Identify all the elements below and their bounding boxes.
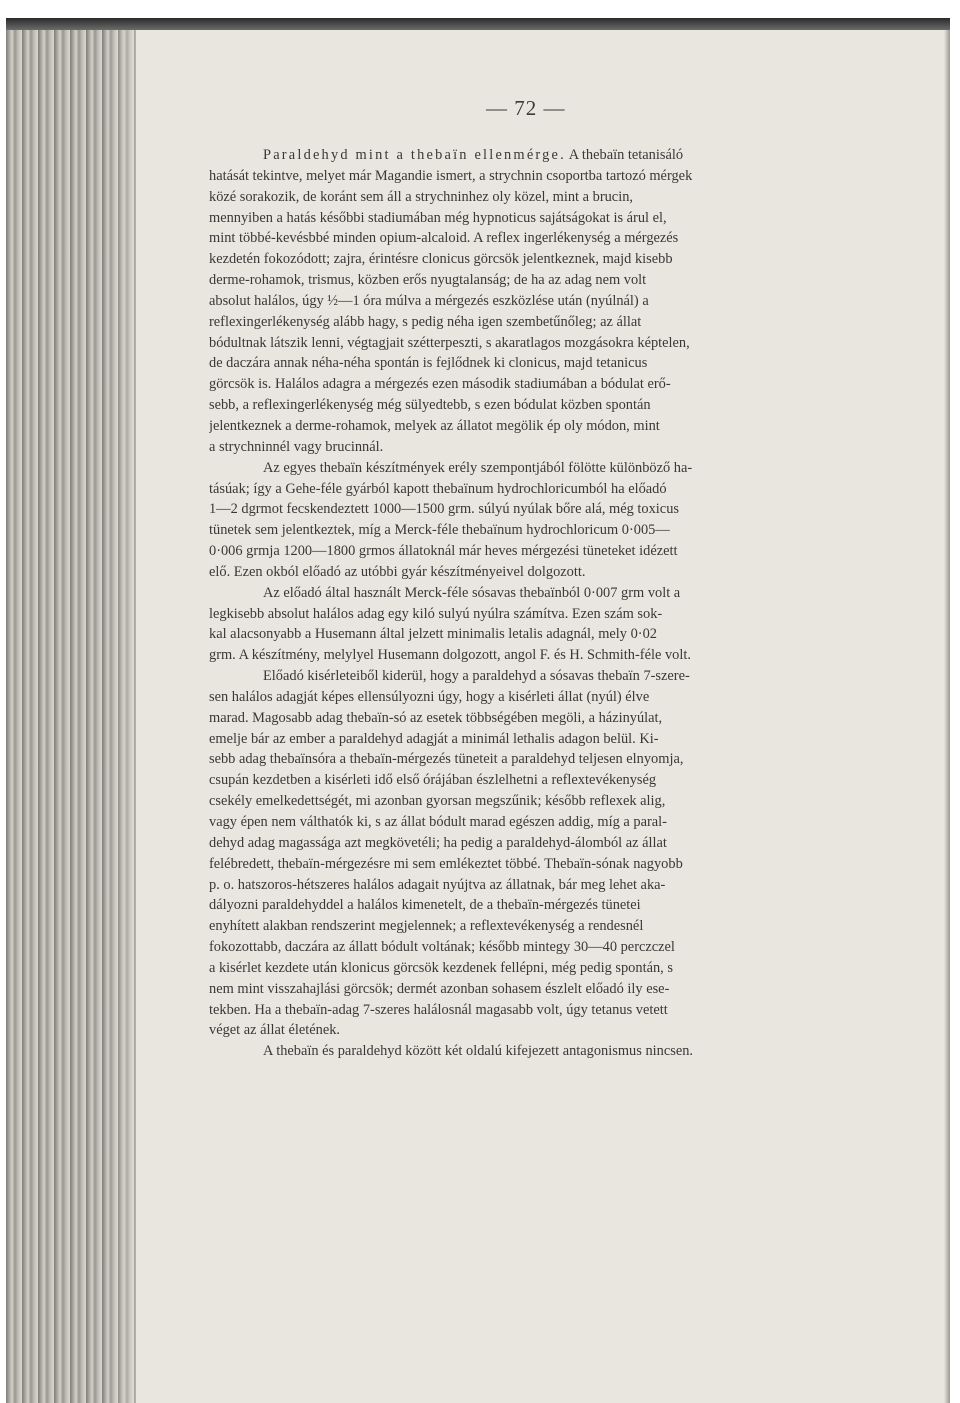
text-line: Az előadó által használt Merck-féle sósavas thebaïnból 0·007 grm volt a — [263, 584, 681, 601]
text-line: 1—2 dgrmot fecskendeztett 1000—1500 grm. súlyú nyúlak bőre alá, még toxicus — [209, 501, 679, 518]
text-line: görcsök is. Halálos adagra a mérgezés ezen második stadiumában a bódulat erő- — [209, 376, 671, 393]
text-line-rest: A thebaïn tetanisáló — [565, 147, 684, 163]
text-line: grm. A készítmény, melylyel Husemann dolgozott, angol F. és H. Schmith-féle volt. — [209, 647, 691, 664]
text-line: kezdetén fokozódott; zajra, érintésre clonicus görcsök jelentkeznek, majd kisebb — [209, 251, 673, 268]
text-line: dehyd adag magassága azt megkövetéli; ha pedig a paraldehyd-álomból az állat — [209, 834, 667, 851]
text-line: hatását tekintve, melyet már Magandie ismert, a strychnin csoportba tartozó mérgek — [209, 167, 693, 184]
text-line: véget az állat életének. — [209, 1022, 341, 1039]
text-line: dályozni paraldehyddel a halálos kimenetelt, de a thebaïn-mérgezés tünetei — [209, 897, 641, 914]
text-line: bódultnak látszik lenni, végtagjait szétterpeszti, s akaratlagos mozgásokra képtelen, — [209, 334, 690, 351]
text-line: marad. Magosabb adag thebaïn-só az esetek többségében megöli, a házinyúlat, — [209, 709, 663, 726]
text-line: absolut halálos, úgy ½—1 óra múlva a mérgezés eszközlése után (nyúlnál) a — [209, 292, 649, 309]
page-right-edge — [944, 30, 950, 1403]
text-line: tekben. Ha a thebaïn-adag 7-szeres halálosnál magasabb volt, úgy tetanus vetett — [209, 1001, 668, 1018]
text-line: sen halálos adagját képes ellensúlyozni úgy, hogy a kisérleti állat (nyúl) élve — [209, 688, 650, 705]
text-line: kal alacsonyabb a Husemann által jelzett minimalis letalis adagnál, mely 0·02 — [209, 626, 657, 643]
text-line: fokozottabb, daczára az állatt bódult voltának; később mintegy 30—40 perczczel — [209, 939, 675, 956]
text-line: Az egyes thebaïn készítmények erély szempontjából fölötte különböző ha- — [263, 459, 693, 476]
body-text — [209, 145, 870, 1062]
text-line: sebb, a reflexingerlékenység még sülyedtebb, s ezen bódulat közben spontán — [209, 397, 651, 414]
text-line: mennyiben a hatás későbbi stadiumában még hypnoticus sajátságokat is árul el, — [209, 209, 667, 226]
scan-top-shadow — [6, 18, 950, 30]
text-line: elő. Ezen okból előadó az utóbbi gyár készítményeivel dolgozott. — [209, 563, 586, 580]
text-line: derme-rohamok, trismus, közben erős nyugtalanság; de ha az adag nem volt — [209, 272, 647, 289]
text-line: tásúak; így a Gehe-féle gyárból kapott thebaïnum hydrochloricumból ha előadó — [209, 480, 667, 497]
text-line: 0·006 grmja 1200—1800 grmos állatoknál már heves mérgezési tüneteket idézett — [209, 543, 678, 560]
text-line: A thebaïn és paraldehyd között két oldalú kifejezett antagonismus nincsen. — [263, 1043, 693, 1060]
text-line: csekély emelkedettségét, mi azonban gyorsan megszűnik; később reflexek alig, — [209, 793, 666, 810]
binding-shadow — [106, 30, 186, 1403]
text-line: nem mint visszahajlási görcsök; dermét azonban sohasem észlelt előadó ily ese- — [209, 980, 670, 997]
section-heading: Paraldehyd mint a thebaïn ellenmérge. — [263, 147, 566, 163]
text-line: felébredett, thebaïn-mérgezésre mi sem emlékeztet többé. Thebaïn-sónak nagyobb — [209, 855, 683, 872]
text-line: legkisebb absolut halálos adag egy kiló sulyú nyúlra számítva. Ezen szám sok- — [209, 605, 663, 622]
text-line: vagy épen nem válthatók ki, s az állat bódult marad egészen addig, míg a paral- — [209, 814, 667, 830]
text-line: mint többé-kevésbbé minden opium-alcaloid. A reflex ingerlékenység a mérgezés — [209, 230, 679, 247]
text-line: reflexingerlékenység alább hagy, s pedig néha igen szembetűnőleg; az állat — [209, 313, 642, 330]
text-line: sebb adag thebaïnsóra a thebaïn-mérgezés tüneteit a paraldehyd teljesen elnyomja, — [209, 751, 684, 768]
text-line: Előadó kisérleteiből kiderül, hogy a paraldehyd a sósavas thebaïn 7-szere- — [263, 668, 690, 685]
text-line: emelje bár az ember a paraldehyd adagját a minimál lethalis adagon belül. Ki- — [209, 730, 659, 747]
text-line: de daczára annak néha-néha spontán is fejlődnek ki clonicus, majd tetanicus — [209, 355, 648, 372]
text-line: enyhített alakban rendszerint megjelennek; a reflextevékenység a rendesnél — [209, 918, 644, 935]
text-line: p. o. hatszoros-hétszeres halálos adagait nyújtva az állatnak, bár meg lehet aka- — [209, 876, 666, 893]
text-line — [209, 145, 870, 166]
page-number: — 72 — — [486, 96, 566, 120]
text-line: a kisérlet kezdete után klonicus görcsök kezdenek fellépni, még pedig spontán, s — [209, 959, 673, 976]
text-line: tünetek sem jelentkeztek, míg a Merck-féle thebaïnum hydrochloricum 0·005— — [209, 522, 670, 539]
text-line: közé sorakozik, de koránt sem áll a strychninhez oly közel, mint a brucin, — [209, 188, 633, 205]
text-line: jelentkeznek a derme-rohamok, melyek az állatot megölik ép oly módon, mint — [209, 417, 660, 434]
text-line: csupán kezdetben a kisérleti idő első órájában észlelhetni a reflextevékenység — [209, 772, 657, 789]
text-line: a strychninnél vagy brucinnál. — [209, 438, 384, 455]
